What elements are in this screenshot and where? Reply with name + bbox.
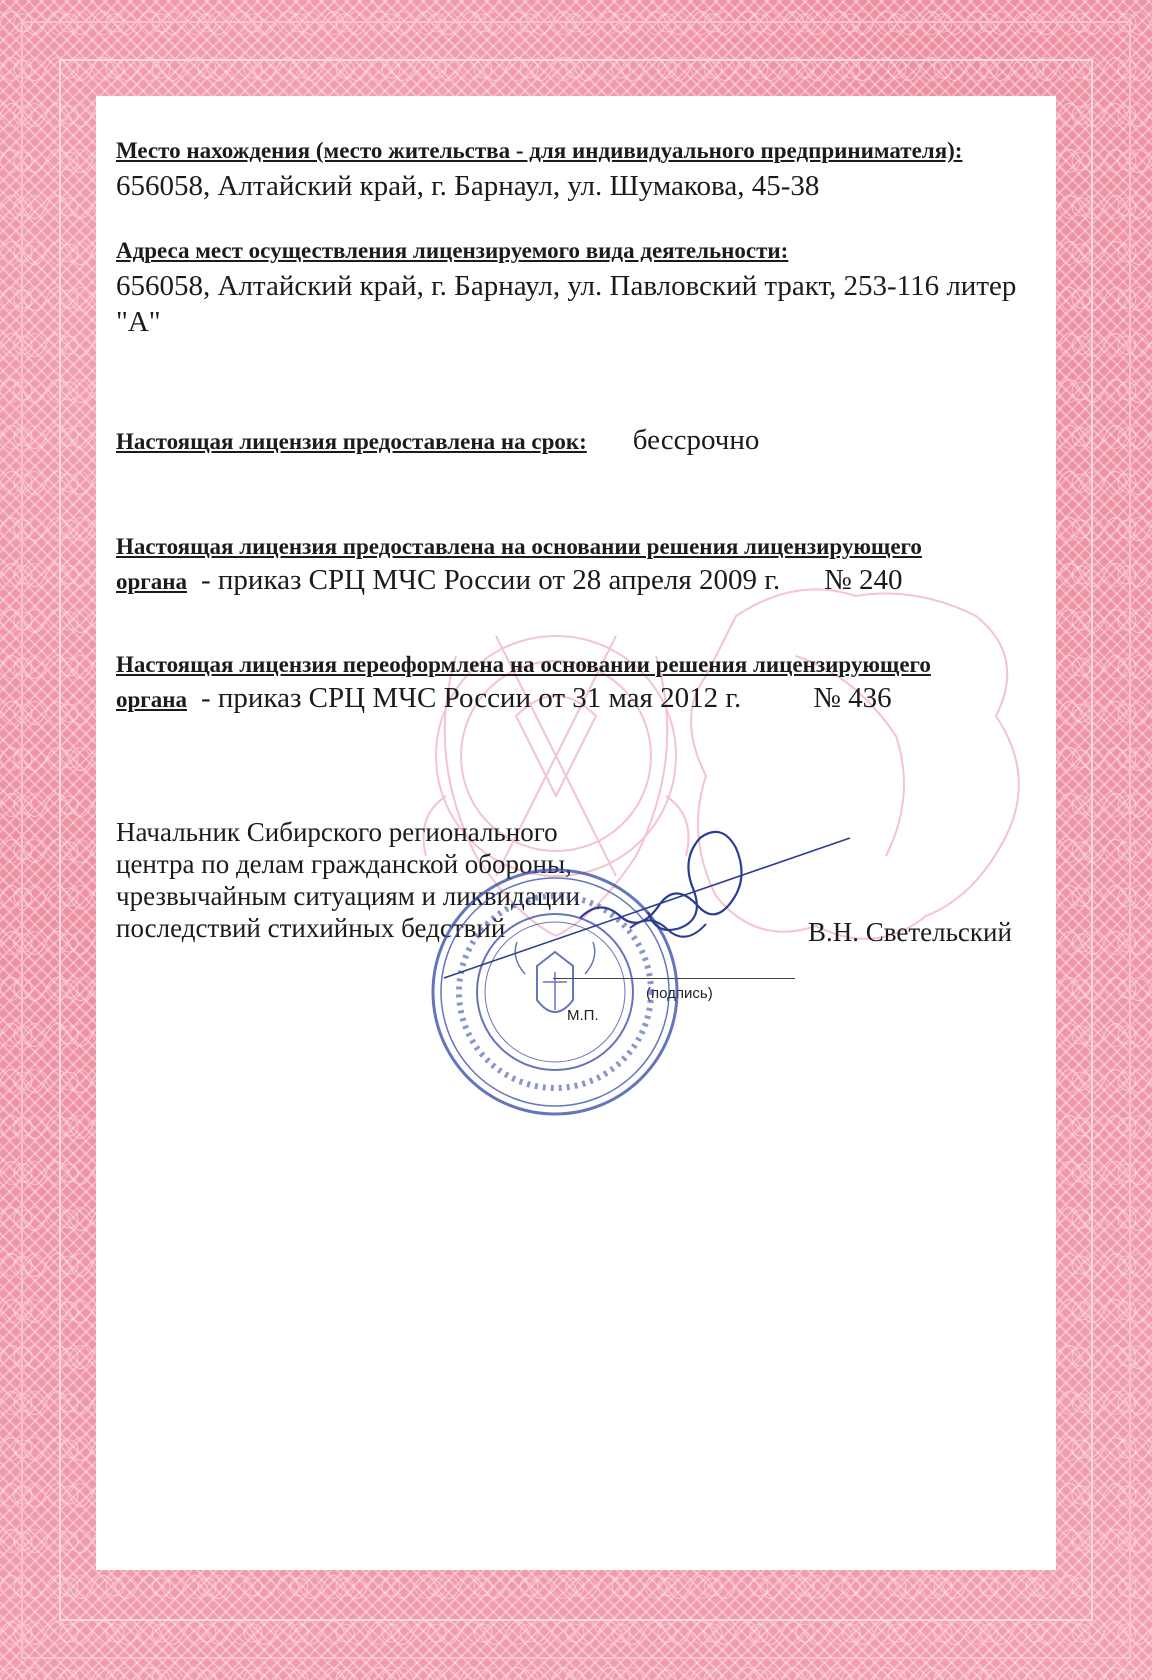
granted-header-line2: органа — [116, 569, 187, 594]
reissued-header-line1: Настоящая лицензия переоформлена на основании решения лицензирующего — [116, 652, 931, 677]
handwritten-signature — [430, 808, 870, 988]
reissued-number: № 436 — [813, 682, 892, 714]
location-value: 656058, Алтайский край, г. Барнаул, ул. Шумакова, 45-38 — [116, 170, 820, 202]
granted-header-line1: Настоящая лицензия предоставлена на основании решения лицензирующего — [116, 534, 922, 559]
activity-address-section — [116, 236, 1036, 340]
term-section — [116, 422, 1036, 458]
signatory-line1: Начальник Сибирского регионального — [116, 817, 558, 847]
signatory-line4: последствий стихийных бедствий — [116, 913, 506, 943]
granted-number: № 240 — [824, 564, 903, 596]
reissued-order: - приказ СРЦ МЧС России от 31 мая 2012 г. — [201, 682, 742, 714]
activity-address-line1: 656058, Алтайский край, г. Барнаул, ул. Павловский тракт, 253-116 литер — [116, 270, 1017, 302]
signatory-line3: чрезвычайным ситуациям и ликвидации — [116, 881, 581, 911]
seal-caption: М.П. — [567, 1007, 599, 1024]
activity-address-line2: "А" — [116, 306, 161, 338]
granted-section — [116, 532, 1036, 598]
signatory-line2: центра по делам гражданской обороны, — [116, 849, 572, 879]
reissued-section — [116, 650, 1036, 716]
signature-caption: (подпись) — [646, 985, 713, 1002]
granted-order: - приказ СРЦ МЧС России от 28 апреля 2009 г. — [201, 564, 781, 596]
term-value: бессрочно — [632, 424, 760, 456]
location-section — [116, 136, 1036, 204]
location-header: Место нахождения (место жительства - для индивидуального предпринимателя): — [116, 138, 963, 163]
reissued-header-line2: органа — [116, 687, 187, 712]
activity-address-header: Адреса мест осуществления лицензируемого вида деятельности: — [116, 238, 789, 263]
signatory-name: В.Н. Светельский — [808, 917, 1012, 947]
term-header: Настоящая лицензия предоставлена на срок: — [116, 429, 587, 454]
